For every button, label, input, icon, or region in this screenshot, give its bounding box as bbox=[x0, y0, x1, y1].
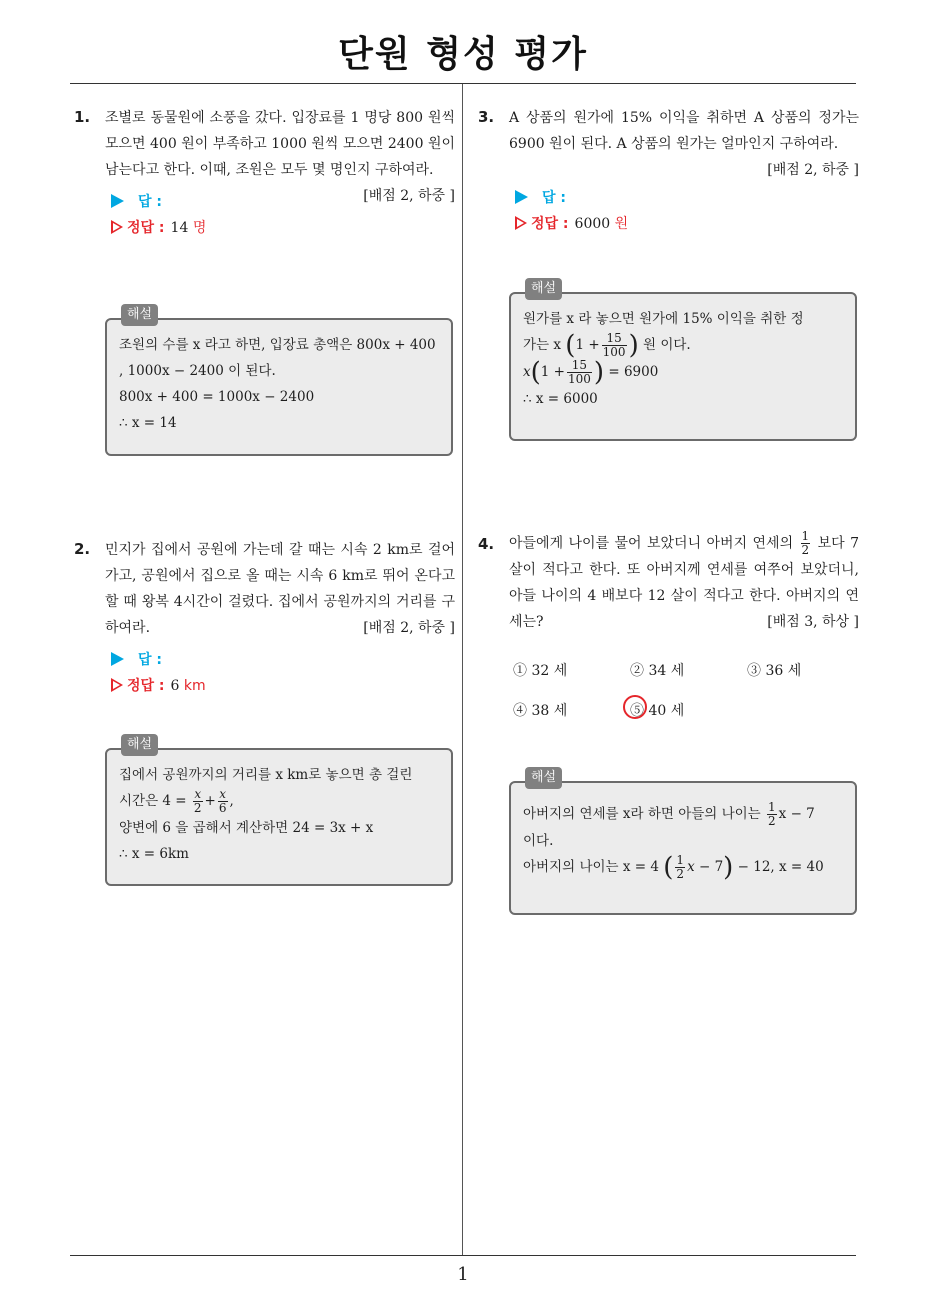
explanation-text: 가는 x bbox=[523, 337, 561, 353]
explanation-text: − 12, x = 40 bbox=[737, 859, 824, 875]
score-label: [배점 2, 하중 ] bbox=[363, 188, 455, 204]
top-rule bbox=[70, 83, 856, 84]
explanation-text: 원 이다. bbox=[643, 337, 691, 353]
page-title: 단원 형성 평가 bbox=[338, 34, 588, 75]
explanation-text: 아버지의 나이는 x = 4 bbox=[523, 859, 659, 875]
outline-triangle-icon bbox=[111, 678, 123, 692]
fraction: $\frac{1}{2}$ bbox=[676, 853, 685, 881]
problem-1-text: 조별로 동물원에 소풍을 갔다. 입장료를 1 명당 800 원씩 모으면 400 원이 부족하고 1000 원씩 모으면 2400 원이 남는다고 한다. 이때, 조원은 모두 몇 명인지 구하여라. bbox=[105, 110, 455, 178]
explanation-line: 시간은 4 = $\frac{x}{2}$ + $\frac{x}{6}$ , bbox=[119, 787, 234, 815]
problem-text bbox=[509, 530, 859, 635]
problem-4-text-a: 아들에게 나이를 물어 보았더니 아버지 연세의 bbox=[509, 535, 794, 552]
answer-row bbox=[105, 647, 455, 673]
correct-unit: km bbox=[183, 678, 206, 694]
explanation-tag: 해설 bbox=[525, 767, 562, 789]
correct-value: 6 bbox=[170, 678, 180, 694]
correct-label: 정답 : bbox=[127, 678, 165, 694]
fraction: $\frac{x}{6}$ bbox=[218, 787, 227, 815]
problem-2 bbox=[105, 537, 455, 699]
correct-unit: 원 bbox=[614, 216, 629, 232]
explanation-line: ∴ x = 14 bbox=[119, 415, 177, 431]
explanation-box bbox=[509, 770, 857, 915]
explanation-tag: 해설 bbox=[121, 304, 158, 326]
correct-label: 정답 : bbox=[127, 220, 165, 236]
choice-2[interactable]: ② 34 세 bbox=[630, 663, 685, 679]
problem-3 bbox=[509, 105, 859, 237]
fraction: $\frac{x}{2}$ bbox=[193, 787, 202, 815]
explanation-line: 가는 x (1 + $\frac{15}{100}$ ) 원 이다. bbox=[523, 330, 691, 361]
choice-5: ⑤ 40 세 bbox=[630, 703, 685, 719]
correct-row bbox=[105, 215, 455, 241]
choice-5-wrap[interactable] bbox=[630, 700, 684, 720]
answer-row bbox=[509, 185, 859, 211]
fraction: $\frac{1}{2}$ bbox=[801, 529, 810, 557]
problem-4 bbox=[509, 530, 859, 635]
explanation-line: x(1 + $\frac{15}{100}$ ) = 6900 bbox=[523, 357, 659, 388]
explanation-line bbox=[523, 801, 843, 828]
answer-label: 답 : bbox=[138, 194, 162, 210]
play-icon bbox=[111, 194, 124, 208]
explanation-text: x − 7 bbox=[778, 806, 815, 822]
outline-triangle-icon bbox=[111, 220, 123, 234]
explanation-line: ∴ x = 6km bbox=[119, 846, 189, 862]
score-label: [배점 2, 하중 ] bbox=[767, 162, 859, 178]
problem-1 bbox=[105, 105, 455, 241]
answer-label: 답 : bbox=[542, 190, 566, 206]
problem-4-text-b: 보다 7 살이 적다고 한다. 또 아버지께 연세를 여쭈어 보았더니, 아들 나이의 4 배보다 12 살이 적다고 한다. 아버지의 연세는? bbox=[509, 535, 860, 630]
explanation-line: ∴ x = 6000 bbox=[523, 391, 598, 407]
fraction: $\frac{15}{100}$ bbox=[602, 331, 626, 359]
explanation-text: = 6900 bbox=[608, 364, 659, 380]
selected-circle-mark bbox=[623, 695, 647, 719]
problem-2-text: 민지가 집에서 공원에 가는데 갈 때는 시속 2 km로 걸어가고, 공원에서 집으로 올 때는 시속 6 km로 뛰어 온다고 할 때 왕복 4시간이 걸렸다. 집에서 공원까지의 거리를 구하여라. bbox=[105, 542, 455, 636]
explanation-line: 집에서 공원까지의 거리를 x km로 놓으면 총 걸린 bbox=[119, 767, 413, 783]
explanation-tag: 해설 bbox=[121, 734, 158, 756]
explanation-tag: 해설 bbox=[525, 278, 562, 300]
explanation-line: 양변에 6 을 곱해서 계산하면 24 = 3x + x bbox=[119, 820, 374, 836]
correct-label: 정답 : bbox=[531, 216, 569, 232]
correct-row bbox=[105, 673, 455, 699]
outline-triangle-icon bbox=[515, 216, 527, 230]
problem-number: 1. bbox=[74, 108, 91, 126]
choice-1[interactable]: ① 32 세 bbox=[513, 663, 568, 679]
page-number: 1 bbox=[457, 1264, 469, 1285]
correct-value: 14 bbox=[170, 220, 189, 236]
explanation-line: 원가를 x 라 놓으면 원가에 15% 이익을 취한 정 bbox=[523, 311, 804, 327]
correct-unit: 명 bbox=[192, 220, 207, 236]
column-divider bbox=[462, 84, 463, 1255]
problem-3-text: A 상품의 원가에 15% 이익을 취하면 A 상품의 정가는 6900 원이 된다. A 상품의 원가는 얼마인지 구하여라. bbox=[509, 110, 859, 152]
explanation-line: 조원의 수를 x 라고 하면, 입장료 총액은 800x + 400 , 1000x − 2400 이 된다. bbox=[119, 337, 436, 379]
explanation-text: 시간은 4 = bbox=[119, 793, 187, 809]
problem-text bbox=[105, 105, 455, 204]
explanation-line: 800x + 400 = 1000x − 2400 bbox=[119, 389, 315, 405]
explanation-line: 아버지의 나이는 x = 4 ( $\frac{1}{2}$ x − 7) − 12, x = 40 bbox=[523, 852, 824, 883]
score-label: [배점 3, 하상 ] bbox=[767, 614, 859, 630]
choice-3[interactable]: ③ 36 세 bbox=[747, 663, 802, 679]
bottom-rule bbox=[70, 1255, 856, 1256]
explanation-box bbox=[105, 307, 453, 456]
fraction: $\frac{15}{100}$ bbox=[567, 358, 591, 386]
correct-row bbox=[509, 211, 859, 237]
play-icon bbox=[111, 652, 124, 666]
explanation-text: 아버지의 연세를 x라 하면 아들의 나이는 bbox=[523, 806, 761, 822]
play-icon bbox=[515, 190, 528, 204]
correct-value: 6000 bbox=[574, 216, 611, 232]
fraction: $\frac{1}{2}$ bbox=[768, 800, 776, 828]
problem-number: 3. bbox=[478, 108, 495, 126]
explanation-box bbox=[105, 737, 453, 886]
answer-label: 답 : bbox=[138, 652, 162, 668]
score-label: [배점 2, 하중 ] bbox=[363, 620, 455, 636]
choice-list bbox=[513, 660, 853, 730]
explanation-box bbox=[509, 281, 857, 441]
problem-text bbox=[105, 537, 455, 641]
problem-number: 2. bbox=[74, 540, 91, 558]
problem-number: 4. bbox=[478, 535, 495, 553]
explanation-line: 이다. bbox=[523, 833, 554, 849]
choice-4[interactable]: ④ 38 세 bbox=[513, 703, 568, 719]
